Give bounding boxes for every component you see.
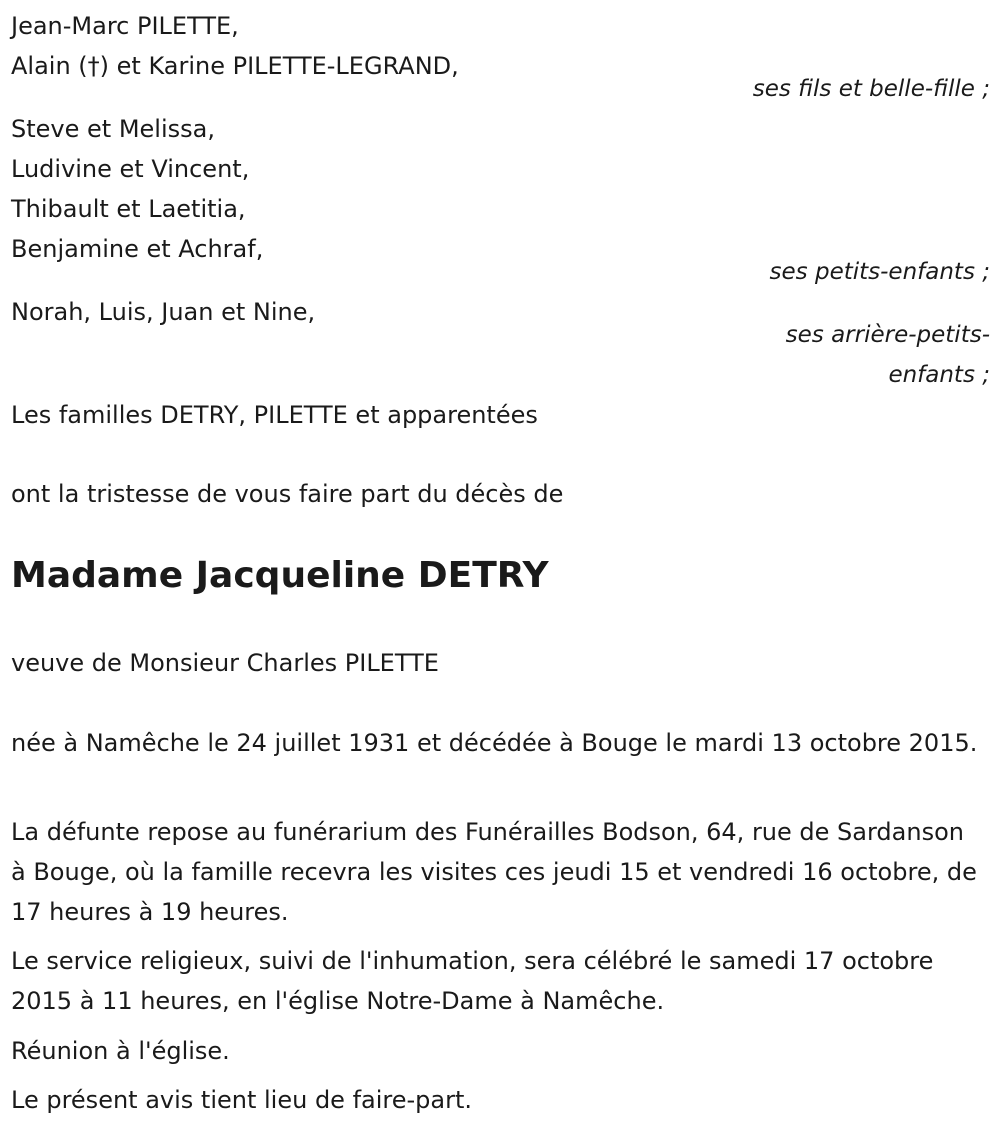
families-line: Les familles DETRY, PILETTE et apparentées bbox=[11, 401, 538, 429]
notice-paragraph: Le présent avis tient lieu de faire-part. bbox=[11, 1086, 473, 1114]
great-grandchildren-line: Norah, Luis, Juan et Nine, bbox=[11, 298, 316, 326]
reunion-paragraph: Réunion à l'église. bbox=[11, 1037, 230, 1065]
grandchild-line-3: Thibault et Laetitia, bbox=[11, 195, 246, 223]
great-grandchildren-role-1: ses arrière-petits- bbox=[785, 322, 990, 348]
grandchild-line-2: Ludivine et Vincent, bbox=[11, 155, 250, 183]
service-paragraph: Le service religieux, suivi de l'inhumation, sera célébré le samedi 17 octobre 2015 à 11 heures, en l'église Notre-Dame à Namêche. bbox=[11, 947, 934, 1015]
great-grandchildren-role-2: enfants ; bbox=[888, 362, 990, 388]
sons-line-1: Jean-Marc PILETTE, bbox=[11, 12, 239, 40]
widow-of: veuve de Monsieur Charles PILETTE bbox=[11, 649, 439, 677]
grandchild-line-1: Steve et Melissa, bbox=[11, 115, 215, 143]
visitation-paragraph: La défunte repose au funérarium des Funérailles Bodson, 64, rue de Sardanson à Bouge, où la famille recevra les visites ces jeudi 15 et vendredi 16 octobre, de 17 heures à 19 heures. bbox=[11, 818, 977, 926]
grandchild-line-4: Benjamine et Achraf, bbox=[11, 235, 264, 263]
birth-death-paragraph: née à Namêche le 24 juillet 1931 et décédée à Bouge le mardi 13 octobre 2015. bbox=[11, 729, 978, 757]
deceased-name: Madame Jacqueline DETRY bbox=[11, 555, 549, 596]
grandchildren-role: ses petits-enfants ; bbox=[769, 259, 990, 285]
sons-role: ses fils et belle-fille ; bbox=[752, 76, 990, 102]
sons-line-2: Alain (†) et Karine PILETTE-LEGRAND, bbox=[11, 52, 459, 80]
announcement: ont la tristesse de vous faire part du décès de bbox=[11, 480, 564, 508]
